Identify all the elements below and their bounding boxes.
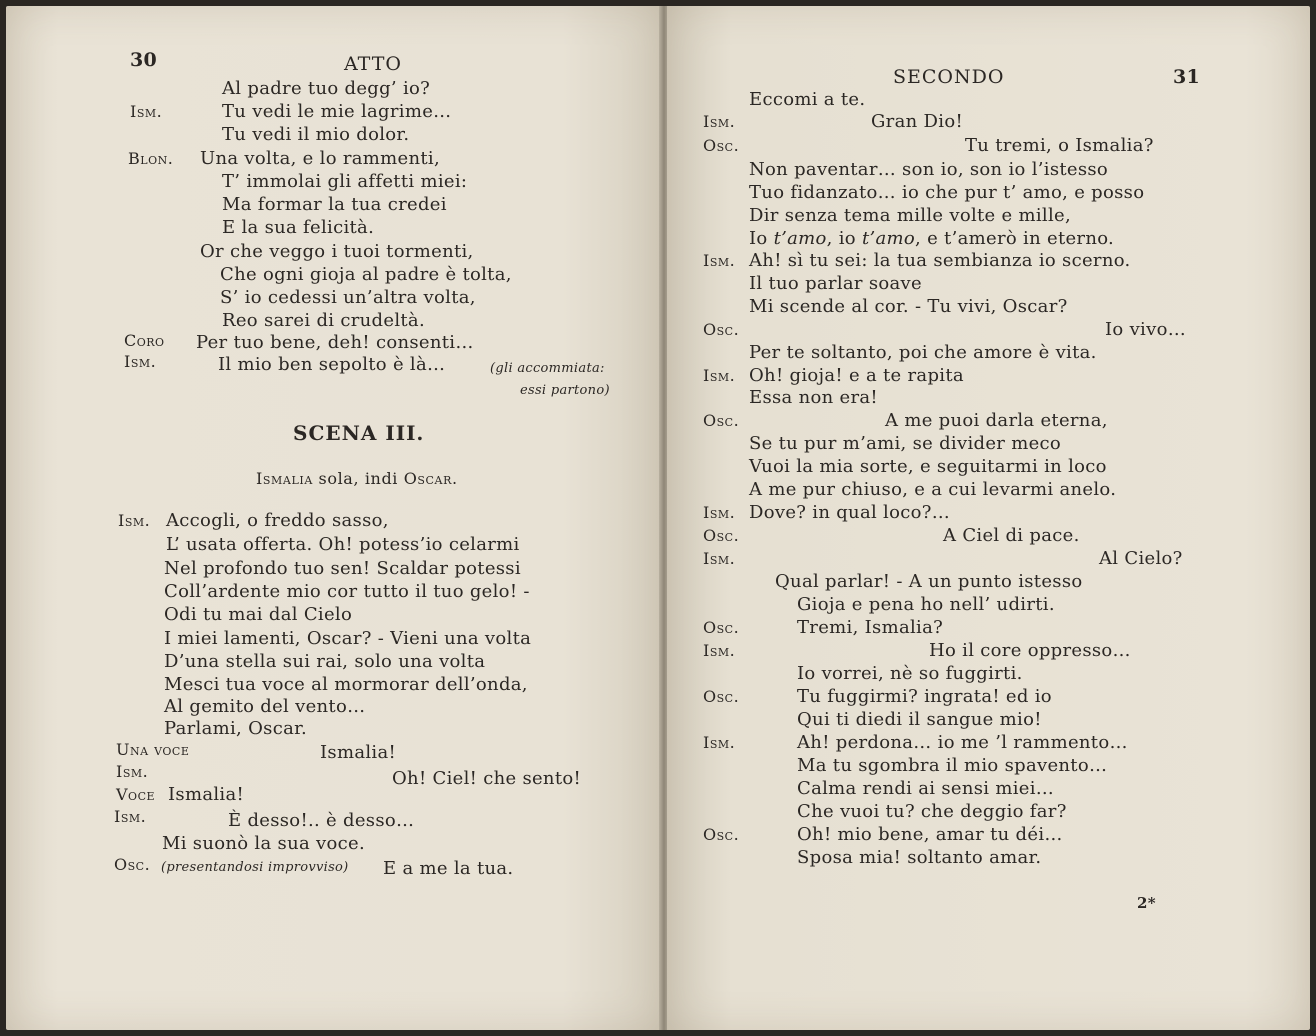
verse-line: Dove? in qual loco?… (749, 502, 951, 523)
verse-line: S’ io cedessi un’altra volta, (220, 287, 476, 308)
verse-line: Nel profondo tuo sen! Scaldar potessi (164, 558, 521, 579)
speaker-label: Ism. (703, 366, 736, 385)
speaker-label: Ism. (703, 112, 736, 131)
speaker-label: Voce (116, 785, 156, 804)
speaker-label: Blon. (128, 149, 174, 168)
speaker-label: Ism. (114, 807, 147, 826)
speaker-label: Osc. (114, 855, 151, 874)
verse-line: Tremi, Ismalia? (797, 617, 944, 638)
speaker-label: Una voce (116, 740, 190, 759)
verse-line: Oh! mio bene, amar tu déi… (797, 824, 1063, 845)
running-head: SECONDO (893, 66, 1005, 88)
verse-line: Tu fuggirmi? ingrata! ed io (797, 686, 1052, 707)
character-name: Oscar. (403, 469, 458, 488)
speaker-label: Coro (124, 331, 165, 350)
speaker-label: Osc. (703, 687, 740, 706)
verse-line: Se tu pur m’ami, se divider meco (749, 433, 1062, 454)
verse-line: Essa non era! (749, 387, 878, 408)
stage-direction: (gli accommiata: (490, 361, 605, 376)
verse-text: , e t’amerò in eterno. (915, 228, 1115, 249)
verse-line: Mi suonò la sua voce. (162, 833, 365, 854)
verse-line: Per te soltanto, poi che amore è vita. (749, 342, 1097, 363)
verse-line: Tu vedi il mio dolor. (222, 124, 410, 145)
verse-line: Or che veggo i tuoi tormenti, (200, 241, 474, 262)
verse-line: Una volta, e lo rammenti, (200, 148, 441, 169)
verse-line: Vuoi la mia sorte, e seguitarmi in loco (749, 456, 1107, 477)
left-page (6, 6, 661, 1030)
verse-line: D’una stella sui rai, solo una volta (164, 651, 486, 672)
verse-line: Che vuoi tu? che deggio far? (797, 801, 1067, 822)
verse-line: Ismalia! (168, 784, 245, 805)
speaker-label: Ism. (703, 641, 736, 660)
speaker-label: Osc. (703, 411, 740, 430)
speaker-label: Ism. (703, 549, 736, 568)
verse-line: Ho il core oppresso… (929, 640, 1131, 661)
speaker-label: Ism. (703, 733, 736, 752)
speaker-label: Osc. (703, 618, 740, 637)
verse-line: Per tuo bene, deh! consenti… (196, 332, 474, 353)
verse-line: Qual parlar! - A un punto istesso (775, 571, 1083, 592)
verse-line (749, 228, 1114, 250)
verse-line: Io vivo… (1105, 319, 1187, 340)
verse-line: A Ciel di pace. (943, 525, 1080, 546)
page-number: 31 (1173, 66, 1201, 88)
verse-line: Tuo fidanzato… io che pur t’ amo, e posso (749, 182, 1145, 203)
verse-line: Gran Dio! (871, 111, 963, 132)
verse-line: Accogli, o freddo sasso, (166, 510, 389, 531)
signature-mark: 2* (1137, 894, 1156, 912)
verse-line: Mi scende al cor. - Tu vivi, Oscar? (749, 296, 1068, 317)
verse-line: Oh! gioja! e a te rapita (749, 365, 964, 386)
verse-line: Qui ti diedi il sangue mio! (797, 709, 1042, 730)
verse-line: E a me la tua. (383, 858, 514, 879)
speaker-label: Ism. (703, 503, 736, 522)
verse-line: Calma rendi ai sensi miei… (797, 778, 1055, 799)
speaker-label: Osc. (703, 526, 740, 545)
verse-line: T’ immolai gli affetti miei: (222, 171, 468, 192)
verse-line: Gioja e pena ho nell’ udirti. (797, 594, 1055, 615)
character-name: Ismalia (256, 469, 313, 488)
verse-line: Ah! sì tu sei: la tua sembianza io scerno. (749, 250, 1131, 271)
verse-line: A me puoi darla eterna, (885, 410, 1108, 431)
verse-line: Io vorrei, nè so fuggirti. (797, 663, 1023, 684)
italic-text: t’amo (861, 228, 916, 249)
speaker-label: Ism. (130, 102, 163, 121)
verse-line: Ismalia! (320, 742, 397, 763)
verse-line: L’ usata offerta. Oh! potess’io celarmi (166, 534, 520, 555)
verse-line: Al Cielo? (1099, 548, 1183, 569)
verse-line: Mesci tua voce al mormorar dell’onda, (164, 674, 528, 695)
verse-line: Reo sarei di crudeltà. (222, 310, 425, 331)
verse-line: I miei lamenti, Oscar? - Vieni una volta (164, 628, 532, 649)
verse-line: Oh! Ciel! che sento! (392, 768, 582, 789)
scene-subtitle (256, 468, 458, 490)
speaker-label: Osc. (703, 825, 740, 844)
verse-line: Che ogni gioja al padre è tolta, (220, 264, 512, 285)
italic-text: t’amo (773, 228, 827, 249)
verse-line: E la sua felicità. (222, 217, 375, 238)
verse-line: Tu tremi, o Ismalia? (965, 135, 1154, 156)
verse-line: Eccomi a te. (749, 89, 866, 110)
verse-line: Il mio ben sepolto è là… (218, 354, 446, 375)
scene-title: SCENA III. (293, 421, 425, 445)
right-page (667, 6, 1310, 1030)
speaker-label: Osc. (703, 136, 740, 155)
verse-line: Tu vedi le mie lagrime… (222, 101, 452, 122)
verse-text: , io (826, 228, 862, 249)
verse-line: Coll’ardente mio cor tutto il tuo gelo! - (164, 581, 530, 602)
verse-line: Ma formar la tua credei (222, 194, 447, 215)
verse-line: Sposa mia! soltanto amar. (797, 847, 1042, 868)
speaker-label: Ism. (124, 352, 157, 371)
verse-line: Dir senza tema mille volte e mille, (749, 205, 1072, 226)
page-number: 30 (130, 49, 158, 71)
verse-text: Io (749, 228, 774, 249)
running-head: ATTO (344, 53, 402, 75)
verse-line: Ah! perdona… io me ’l rammento… (797, 732, 1128, 753)
speaker-label: Ism. (703, 251, 736, 270)
speaker-label: Osc. (703, 320, 740, 339)
verse-line: A me pur chiuso, e a cui levarmi anelo. (749, 479, 1117, 500)
speaker-label: Ism. (118, 511, 151, 530)
verse-line: Parlami, Oscar. (164, 718, 308, 739)
stage-direction: essi partono) (520, 383, 610, 398)
verse-line: Odi tu mai dal Cielo (164, 604, 353, 625)
subtitle-text: sola, indi (318, 469, 398, 488)
stage-direction: (presentandosi improvviso) (161, 860, 349, 875)
speaker-label: Ism. (116, 762, 149, 781)
verse-line: Ma tu sgombra il mio spavento… (797, 755, 1108, 776)
verse-line: È desso!.. è desso… (228, 810, 415, 831)
verse-line: Non paventar… son io, son io l’istesso (749, 159, 1109, 180)
verse-line: Al padre tuo degg’ io? (222, 78, 431, 99)
verse-line: Al gemito del vento… (164, 696, 366, 717)
verse-line: Il tuo parlar soave (749, 273, 922, 294)
